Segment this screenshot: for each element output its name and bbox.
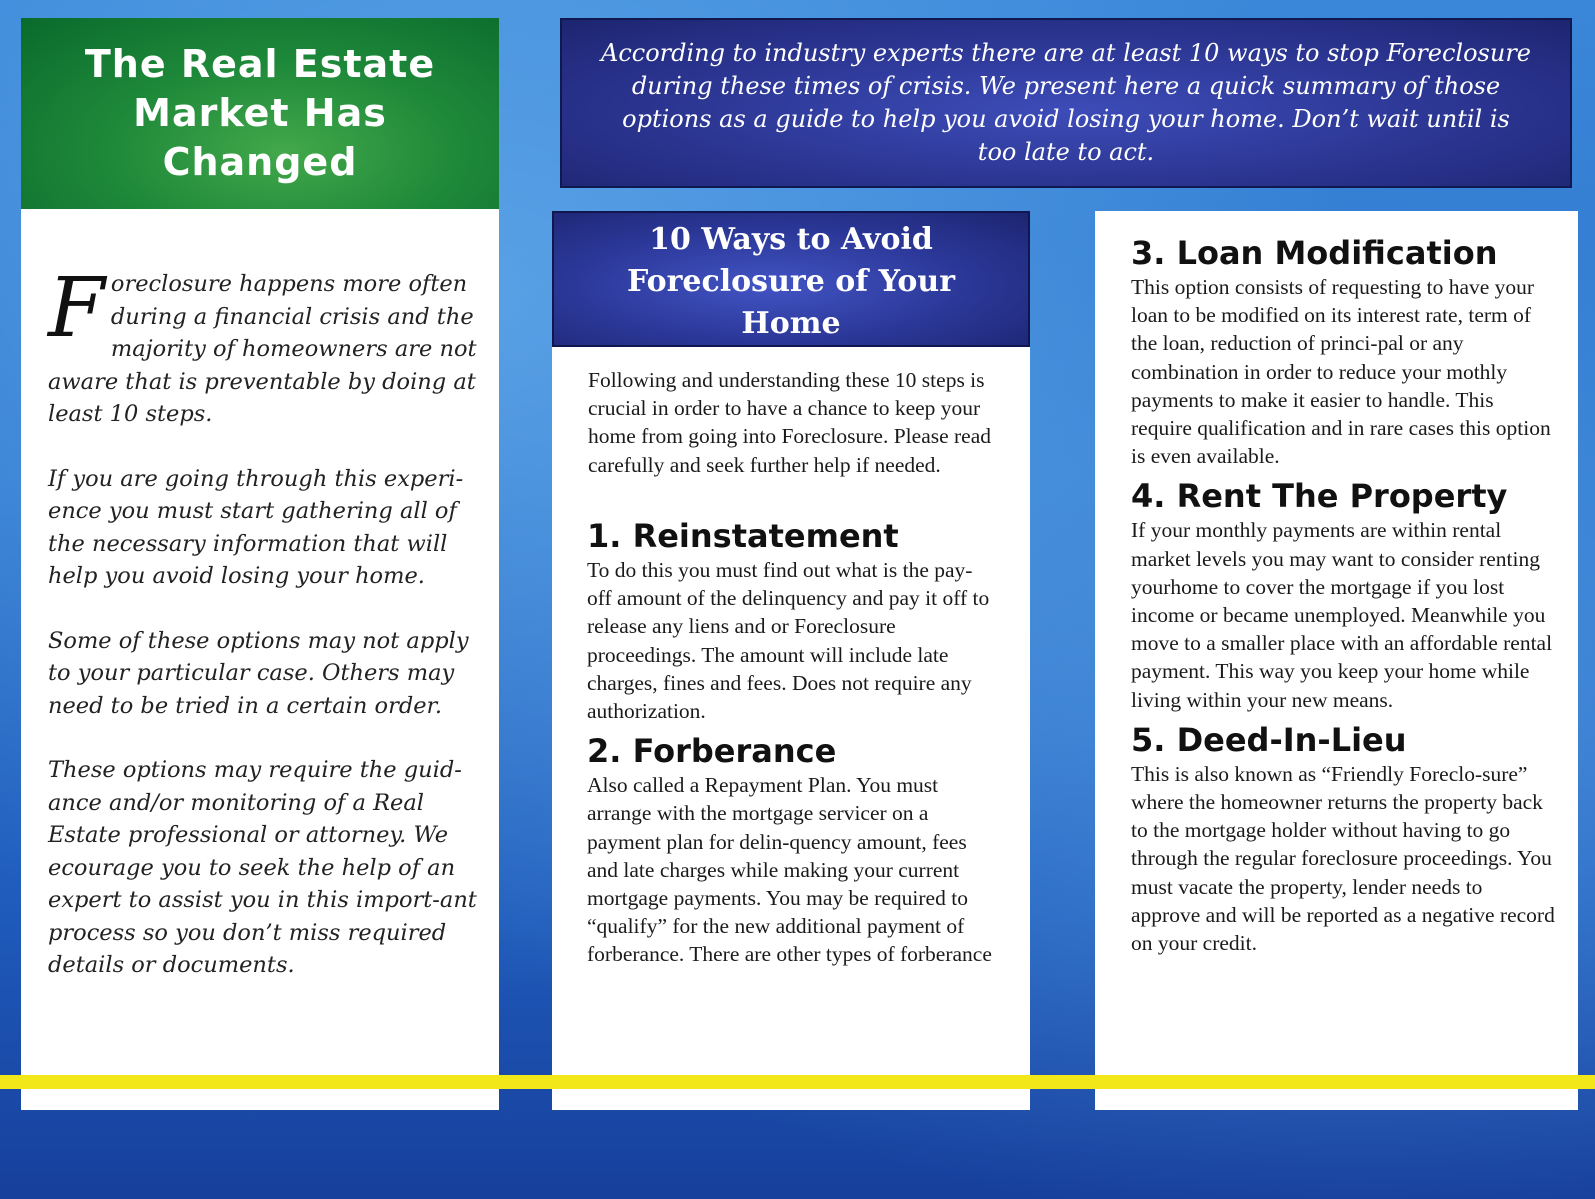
- left-body: [48, 261, 478, 1014]
- intro-banner: [560, 18, 1572, 188]
- left-paragraph-3: Some of these options may not apply to your particular case. Others may need to be tried in a certain order.: [48, 627, 469, 719]
- section-title: 5. Deed-In-Lieu: [1131, 720, 1407, 759]
- section-title: 3. Loan Modification: [1131, 234, 1498, 272]
- left-paragraph-2: If you are going through this experi-ence you must start gathering all of the necessary information that will help you avoid losing your home.: [48, 465, 464, 589]
- section-body: This option consists of requesting to have your loan to be modified on its interest rate, term of the loan, reduction of princi-pal or any combination in order to reduce your mothly payments to make it easier to handle. This require qualification and in rare cases this option is even available.: [1131, 275, 1551, 469]
- middle-intro-text: Following and understanding these 10 steps is crucial in order to have a chance to keep your home from going into Foreclosure. Please read carefully and seek further help if needed.: [588, 368, 992, 477]
- section-title: 1. Reinstatement: [587, 517, 899, 555]
- section-body: To do this you must find out what is the pay-off amount of the delinquency and pay it off to release any liens and or Foreclosure proceedings. The amount will include late charges, fines and fees. Does not require any authorization.: [587, 558, 990, 724]
- left-title: The Real Estate Market Has Changed: [84, 42, 436, 184]
- section-body: If your monthly payments are within rental market levels you may want to consider renting yourhome to cover the mortgage if you lost income or became unemployed. Meanwhile you move to a smaller place with an affordable rental payment. This way you keep your home while living within your new means.: [1131, 518, 1553, 712]
- right-sections: [1131, 233, 1556, 963]
- middle-sections: [587, 516, 997, 975]
- section-body: This is also known as “Friendly Foreclo-sure” where the homeowner returns the property back to the mortgage holder without having to go through the regular foreclosure proceedings. You must vacate the property, lender needs to approve and will be reported as a negative record on your credit.: [1131, 761, 1555, 956]
- section-deed-in-lieu: [1131, 720, 1556, 957]
- section-body: Also called a Repayment Plan. You must arrange with the mortgage servicer on a payment plan for delin-quency amount, fees and late charges while making your current mortgage payments. You may be required to “qualify” for the new additional payment of forberance. There are other types of forberance: [587, 773, 992, 967]
- drop-cap: F: [48, 261, 105, 356]
- section-title: 2. Forberance: [587, 732, 837, 771]
- section-title: 4. Rent The Property: [1131, 477, 1508, 516]
- accent-stripe: [0, 1075, 1595, 1089]
- section-forberance: [587, 731, 997, 968]
- left-header: [21, 18, 499, 209]
- left-paragraph-4: These options may require the guid-ance and/or monitoring of a Real Estate professional or attorney. We ecourage you to seek the help of an expert to assist you in this import-ant process so you don’t miss required details or documents.: [48, 757, 477, 978]
- section-loan-modification: [1131, 233, 1556, 470]
- middle-title: 10 Ways to Avoid Foreclosure of Your Home: [626, 222, 956, 341]
- section-reinstatement: [587, 516, 997, 725]
- left-paragraph-1: Foreclosure happens more often during a financial crisis and the majority of homeowners are not aware that is preventable by doing at least 10 steps.: [48, 261, 477, 427]
- middle-intro: [588, 366, 1008, 479]
- middle-header: [552, 211, 1030, 347]
- section-rent-property: [1131, 476, 1556, 713]
- intro-text: According to industry experts there are at least 10 ways to stop Foreclosure during these times of crisis. We present here a quick summary of those options as a guide to help you avoid losing your home. Don’t wait until is too late to act.: [601, 39, 1531, 166]
